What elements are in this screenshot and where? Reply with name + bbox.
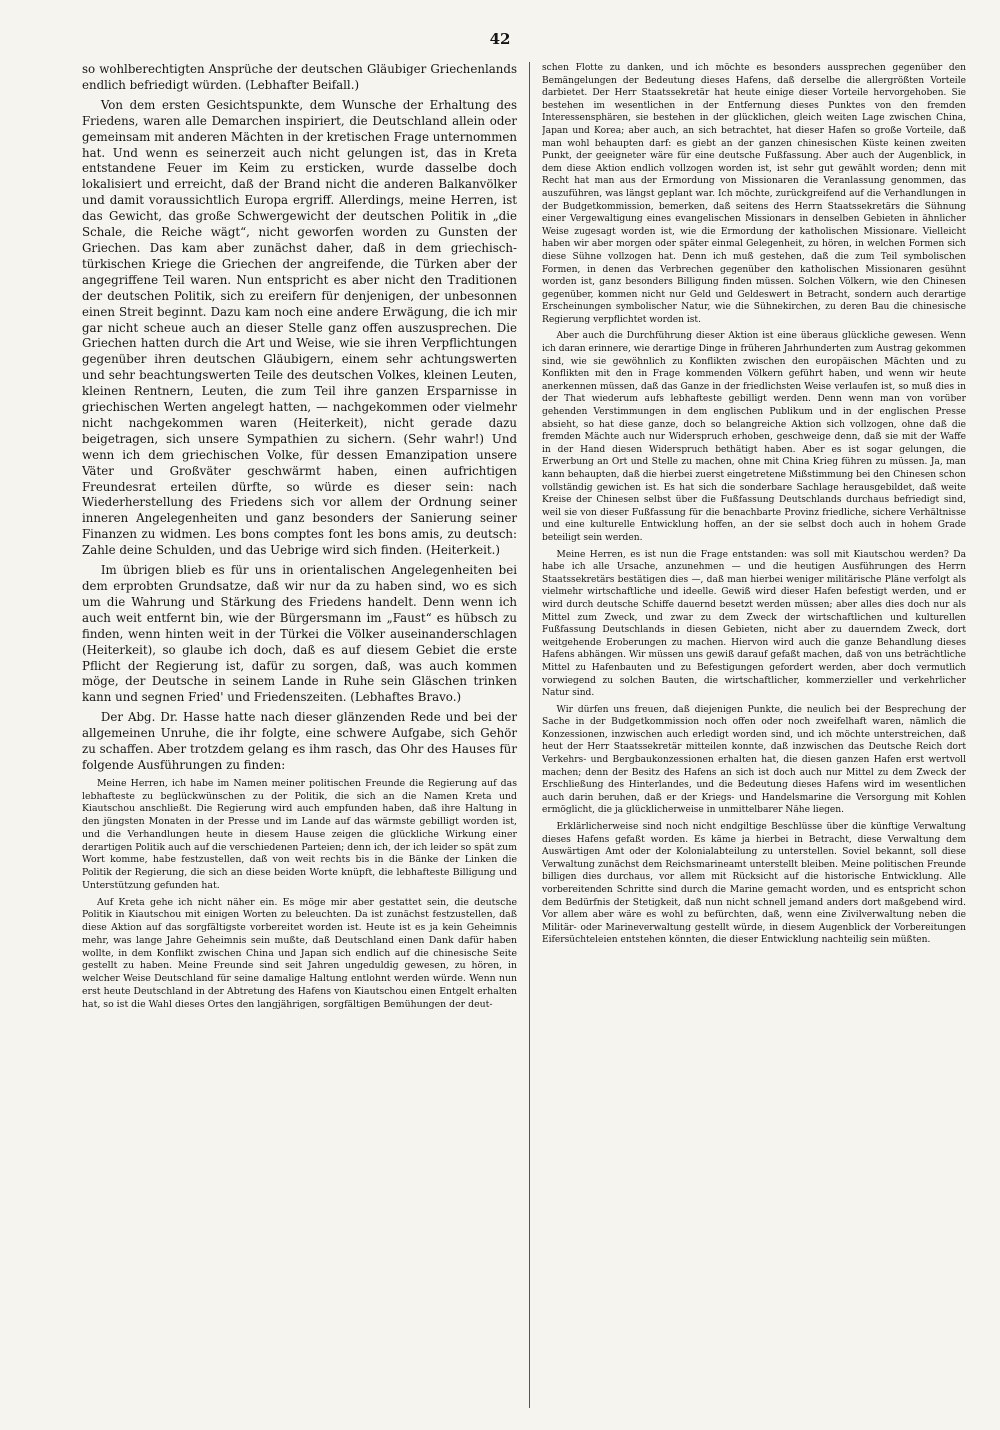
- paragraph: so wohlberechtigten Ansprüche der deutschen Gläubiger Griechenlands endlich befriedigt würden. (Lebhafter Beifall.): [82, 62, 517, 92]
- paragraph: Der Abg. Dr. Hasse hatte nach dieser glänzenden Rede und bei der allgemeinen Unruhe, die ihr folgte, eine schwere Aufgabe, sich Gehör zu schaffen. Aber trotzdem gelang es ihm rasch, das Ohr des Hauses für folgende Ausführungen zu finden:: [82, 710, 517, 772]
- paragraph: schen Flotte zu danken, und ich möchte es besonders aussprechen gegenüber den Bemängelungen der Bedeutung dieses Hafens, daß derselbe die allergrößten Vorteile darbietet. Der Herr Staatssekretär hat heute einige dieser Vorteile hervorgehoben. Sie bestehen im wesentlichen in der Entfernung dieses Punktes von den fremden Interessensphären, sie bestehen in der glücklichen, gleich weiten Lage zwischen China, Japan und Korea; aber auch, an sich betrachtet, hat dieser Hafen so große Vorteile, daß man wohl behaupten darf: es giebt an der ganzen chinesischen Küste keinen zweiten Punkt, der geeigneter wäre für eine deutsche Fußfassung. Aber auch der Augenblick, in dem diese Aktion endlich vollzogen worden ist, ist sehr gut gewählt worden; denn mit Recht hat man aus der Ermordung von Missionaren die Veranlassung genommen, das auszuführen, was längst geplant war. Ich möchte, zurückgreifend auf die Verhandlungen in der Budgetkommission, bemerken, daß seitens des Herrn Staatssekretärs die Sühnung einer Vergewaltigung eines evangelischen Missionars in denselben Gebieten in ähnlicher Weise zugesagt worden ist, wie die Ermordung der katholischen Missionare. Vielleicht haben wir aber morgen oder später einmal Gelegenheit, zu hören, in welchen Formen sich diese Sühne vollzogen hat. Denn ich muß gestehen, daß die zum Teil symbolischen Formen, in denen das Verbrechen gegenüber den katholischen Missionaren gesühnt worden ist, ganz besonders Billigung finden müssen. Solchen Völkern, wie den Chinesen gegenüber, kommen nicht nur Geld und Geldeswert in Betracht, sondern auch derartige Erscheinungen symbolischer Natur, wie die Sühnekirchen, zu deren Bau die chinesische Regierung verpflichtet worden ist.: [542, 63, 966, 325]
- page-number: 42: [489, 30, 511, 48]
- right-column: [542, 62, 966, 1408]
- paragraph: Von dem ersten Gesichtspunkte, dem Wunsche der Erhaltung des Friedens, waren alle Demarchen inspiriert, die Deutschland allein oder gemeinsam mit anderen Mächten in der kretischen Frage unternommen hat. Und wenn es seinerzeit auch nicht gelungen ist, das in Kreta entstandene Feuer im Keim zu ersticken, wurde dasselbe doch lokalisiert und erreicht, daß der Brand nicht die anderen Balkanvölker und damit voraussichtlich Europa ergriff. Allerdings, meine Herren, ist das Gewicht, das große Schwergewicht der deutschen Politik in „die Schale, die Reiche wägt“, nicht geworfen worden zu Gunsten der Griechen. Das kam aber zunächst daher, daß in dem griechisch-türkischen Kriege die Griechen der angreifende, die Türken aber der angegriffene Teil waren. Nun entspricht es aber nicht den Traditionen der deutschen Politik, sich zu ereifern für denjenigen, der unbesonnen einen Streit beginnt. Dazu kam noch eine andere Erwägung, die ich mir gar nicht scheue auch an dieser Stelle ganz offen auszusprechen. Die Griechen hatten durch die Art und Weise, wie sie ihren Verpflichtungen gegenüber ihren deutschen Gläubigern, einem sehr achtungswerten und sehr beachtungswerten Teile des deutschen Volkes, kleinen Leuten, kleinen Rentnern, Leuten, die zum Teil ihre ganzen Ersparnisse in griechischen Werten angelegt hatten, — nachgekommen oder vielmehr nicht nachgekommen waren (Heiterkeit), nicht gerade dazu beigetragen, sich unsere Sympathien zu sichern. (Sehr wahr!) Und wenn ich dem griechischen Volke, für dessen Emanzipation unsere Väter und Großväter geschwärmt haben, einen aufrichtigen Freundesrat erteilen dürfte, so würde es dieser sein: nach Wiederherstellung des Friedens sich vor allem der Ordnung seiner inneren Angelegenheiten und ganz besonders der Sanierung seiner Finanzen zu widmen. Les bons comptes font les bons amis, zu deutsch: Zahle deine Schulden, und das Uebrige wird sich finden. (Heiterkeit.): [82, 97, 517, 558]
- paragraph: Meine Herren, es ist nun die Frage entstanden: was soll mit Kiautschou werden? Da habe ich alle Ursache, anzunehmen — und die heutigen Ausführungen des Herrn Staatssekretärs bestätigen dies —, daß man hierbei weniger militärische Pläne verfolgt als vielmehr wirtschaftliche und ideelle. Gewiß wird dieser Hafen befestigt werden, und er wird durch deutsche Schiffe dauernd besetzt werden müssen; aber alles dies doch nur als Mittel zum Zweck, und zwar zu dem Zweck der wirtschaftlichen und kulturellen Fußfassung Deutschlands in diesen Gebieten, nicht aber zu dauerndem Zweck, dort weitgehende Eroberungen zu machen. Hiervon wird auch die ganze Behandlung dieses Hafens abhängen. Wir müssen uns gewiß darauf gefaßt machen, daß von uns beträchtliche Mittel zu Hafenbauten und zu Befestigungen gefordert werden, aber doch vermutlich vorwiegend zu solchen Bauten, die wirtschaftlicher, kommerzieller und verkehrlicher Natur sind.: [542, 549, 966, 699]
- paragraph: Erklärlicherweise sind noch nicht endgiltige Beschlüsse über die künftige Verwaltung dieses Hafens gefaßt worden. Es käme ja hierbei in Betracht, diese Verwaltung dem Auswärtigen Amt oder der Kolonialabteilung zu unterstellen. Soviel bekannt, soll diese Verwaltung zunächst dem Reichsmarineamt unterstellt bleiben. Meine politischen Freunde billigen dies durchaus, vor allem mit Rücksicht auf die historische Entwicklung. Alle vorbereitenden Schritte sind durch die Marine gemacht worden, und es entspricht schon dem Bedürfnis der Stetigkeit, daß nun nicht schnell jemand anders dort maßgebend wird. Vor allem aber wäre es wohl zu befürchten, daß, wenn eine Zivilverwaltung neben die Militär- oder Marineverwaltung gestellt würde, in diesem Augenblick der Vorbereitungen Eifersüchteleien entstehen könnten, die dieser Entwicklung nachteilig sein müßten.: [542, 822, 966, 946]
- paragraph: Aber auch die Durchführung dieser Aktion ist eine überaus glückliche gewesen. Wenn ich daran erinnere, wie derartige Dinge in früheren Jahrhunderten zum Austrag gekommen sind, wie sie gewöhnlich zu Konflikten zwischen den europäischen Mächten und zu Konflikten mit den in Frage kommenden Völkern geführt haben, und wenn wir heute anerkennen müssen, daß das Ganze in der friedlichsten Weise verlaufen ist, so muß dies in der That wiederum aufs lebhafteste gebilligt werden. Denn wenn man von vorüber gehenden Verstimmungen in dem englischen Publikum und in der englischen Presse absieht, so hat diese ganze, doch so belangreiche Aktion sich vollzogen, ohne daß die fremden Mächte auch nur Widerspruch erhoben, geschweige denn, daß sie mit der Waffe in der Hand diesen Widerspruch bethätigt haben. Aber es ist sogar gelungen, die Erwerbung an Ort und Stelle zu machen, ohne mit China Krieg führen zu müssen. Ja, man kann behaupten, daß die hierbei zuerst eingetretene Mißstimmung bei den Chinesen schon vollständig gewichen ist. Es hat sich die sonderbare Sachlage herausgebildet, daß weite Kreise der Chinesen selbst über die Fußfassung Deutschlands durchaus befriedigt sind, weil sie von dieser Fußfassung für die benachbarte Provinz friedliche, sichere Verhältnisse und eine kulturelle Entwicklung hoffen, an der sie selbst doch auch in hohem Grade beteiligt sein werden.: [542, 331, 966, 543]
- paragraph: Wir dürfen uns freuen, daß diejenigen Punkte, die neulich bei der Besprechung der Sache in der Budgetkommission noch offen oder noch zweifelhaft waren, nämlich die Konzessionen, inzwischen auch erledigt worden sind, und ich möchte unterstreichen, daß heut der Herr Staatssekretär mitteilen konnte, daß inzwischen das Deutsche Reich dort Verkehrs- und Bergbaukonzessionen erhalten hat, die diesen ganzen Hafen erst wertvoll machen; denn der Besitz des Hafens an sich ist doch auch nur Mittel zu dem Zweck der Erschließung des Hinterlandes, und die Bedeutung dieses Hafens wird im wesentlichen auch darin beruhen, daß er der Kriegs- und Handelsmarine die Versorgung mit Kohlen ermöglicht, die ja glücklicherweise in unmittelbarer Nähe liegen.: [542, 704, 966, 816]
- paragraph: Auf Kreta gehe ich nicht näher ein. Es möge mir aber gestattet sein, die deutsche Politik in Kiautschou mit einigen Worten zu beleuchten. Da ist zunächst festzustellen, daß diese Aktion auf das sorgfältigste vorbereitet worden ist. Heute ist es ja kein Geheimnis mehr, was lange Jahre Geheimnis sein mußte, daß Deutschland einen Dank dafür haben wollte, in dem Konflikt zwischen China und Japan sich endlich auf die chinesische Seite gestellt zu haben. Meine Freunde sind seit Jahren ungeduldig gewesen, zu hören, in welcher Weise Deutschland für seine damalige Haltung entlohnt werden würde. Wenn nun erst heute Deutschland in der Abtretung des Hafens von Kiautschou einen Entgelt erhalten hat, so ist die Wahl dieses Ortes den langjährigen, sorgfältigen Bemühungen der deut-: [82, 896, 517, 1010]
- paragraph: Meine Herren, ich habe im Namen meiner politischen Freunde die Regierung auf das lebhafteste zu beglückwünschen zu der Politik, die sich an die Namen Kreta und Kiautschou anschließt. Die Regierung wird auch empfunden haben, daß ihre Haltung in den jüngsten Monaten in der Presse und im Lande auf das wärmste gebilligt worden ist, und die Verhandlungen heute in diesem Hause zeigen die glückliche Wirkung einer derartigen Politik auch auf die verschiedenen Parteien; denn ich, der ich leider so spät zum Wort komme, habe festzustellen, daß von weit rechts bis in die Bänke der Linken die Politik der Regierung, die sich an diese beiden Worte knüpft, die lebhafteste Billigung und Unterstützung gefunden hat.: [82, 777, 517, 891]
- paragraph: Im übrigen blieb es für uns in orientalischen Angelegenheiten bei dem erprobten Grundsatze, daß wir nur da zu haben sind, wo es sich um die Wahrung und Stärkung des Friedens handelt. Denn wenn ich auch weit entfernt bin, wie der Bürgersmann im „Faust“ es hübsch zu finden, wenn hinten weit in der Türkei die Völker auseinanderschlagen (Heiterkeit), so glaube ich doch, daß es auf diesem Gebiet die erste Pflicht der Regierung ist, dafür zu sorgen, daß, was auch kommen möge, der Deutsche in seinem Lande in Ruhe sein Gläschen trinken kann und segnen Fried' und Friedenszeiten. (Lebhaftes Bravo.): [82, 563, 517, 705]
- column-divider: [529, 62, 530, 1408]
- left-column: [82, 62, 517, 1408]
